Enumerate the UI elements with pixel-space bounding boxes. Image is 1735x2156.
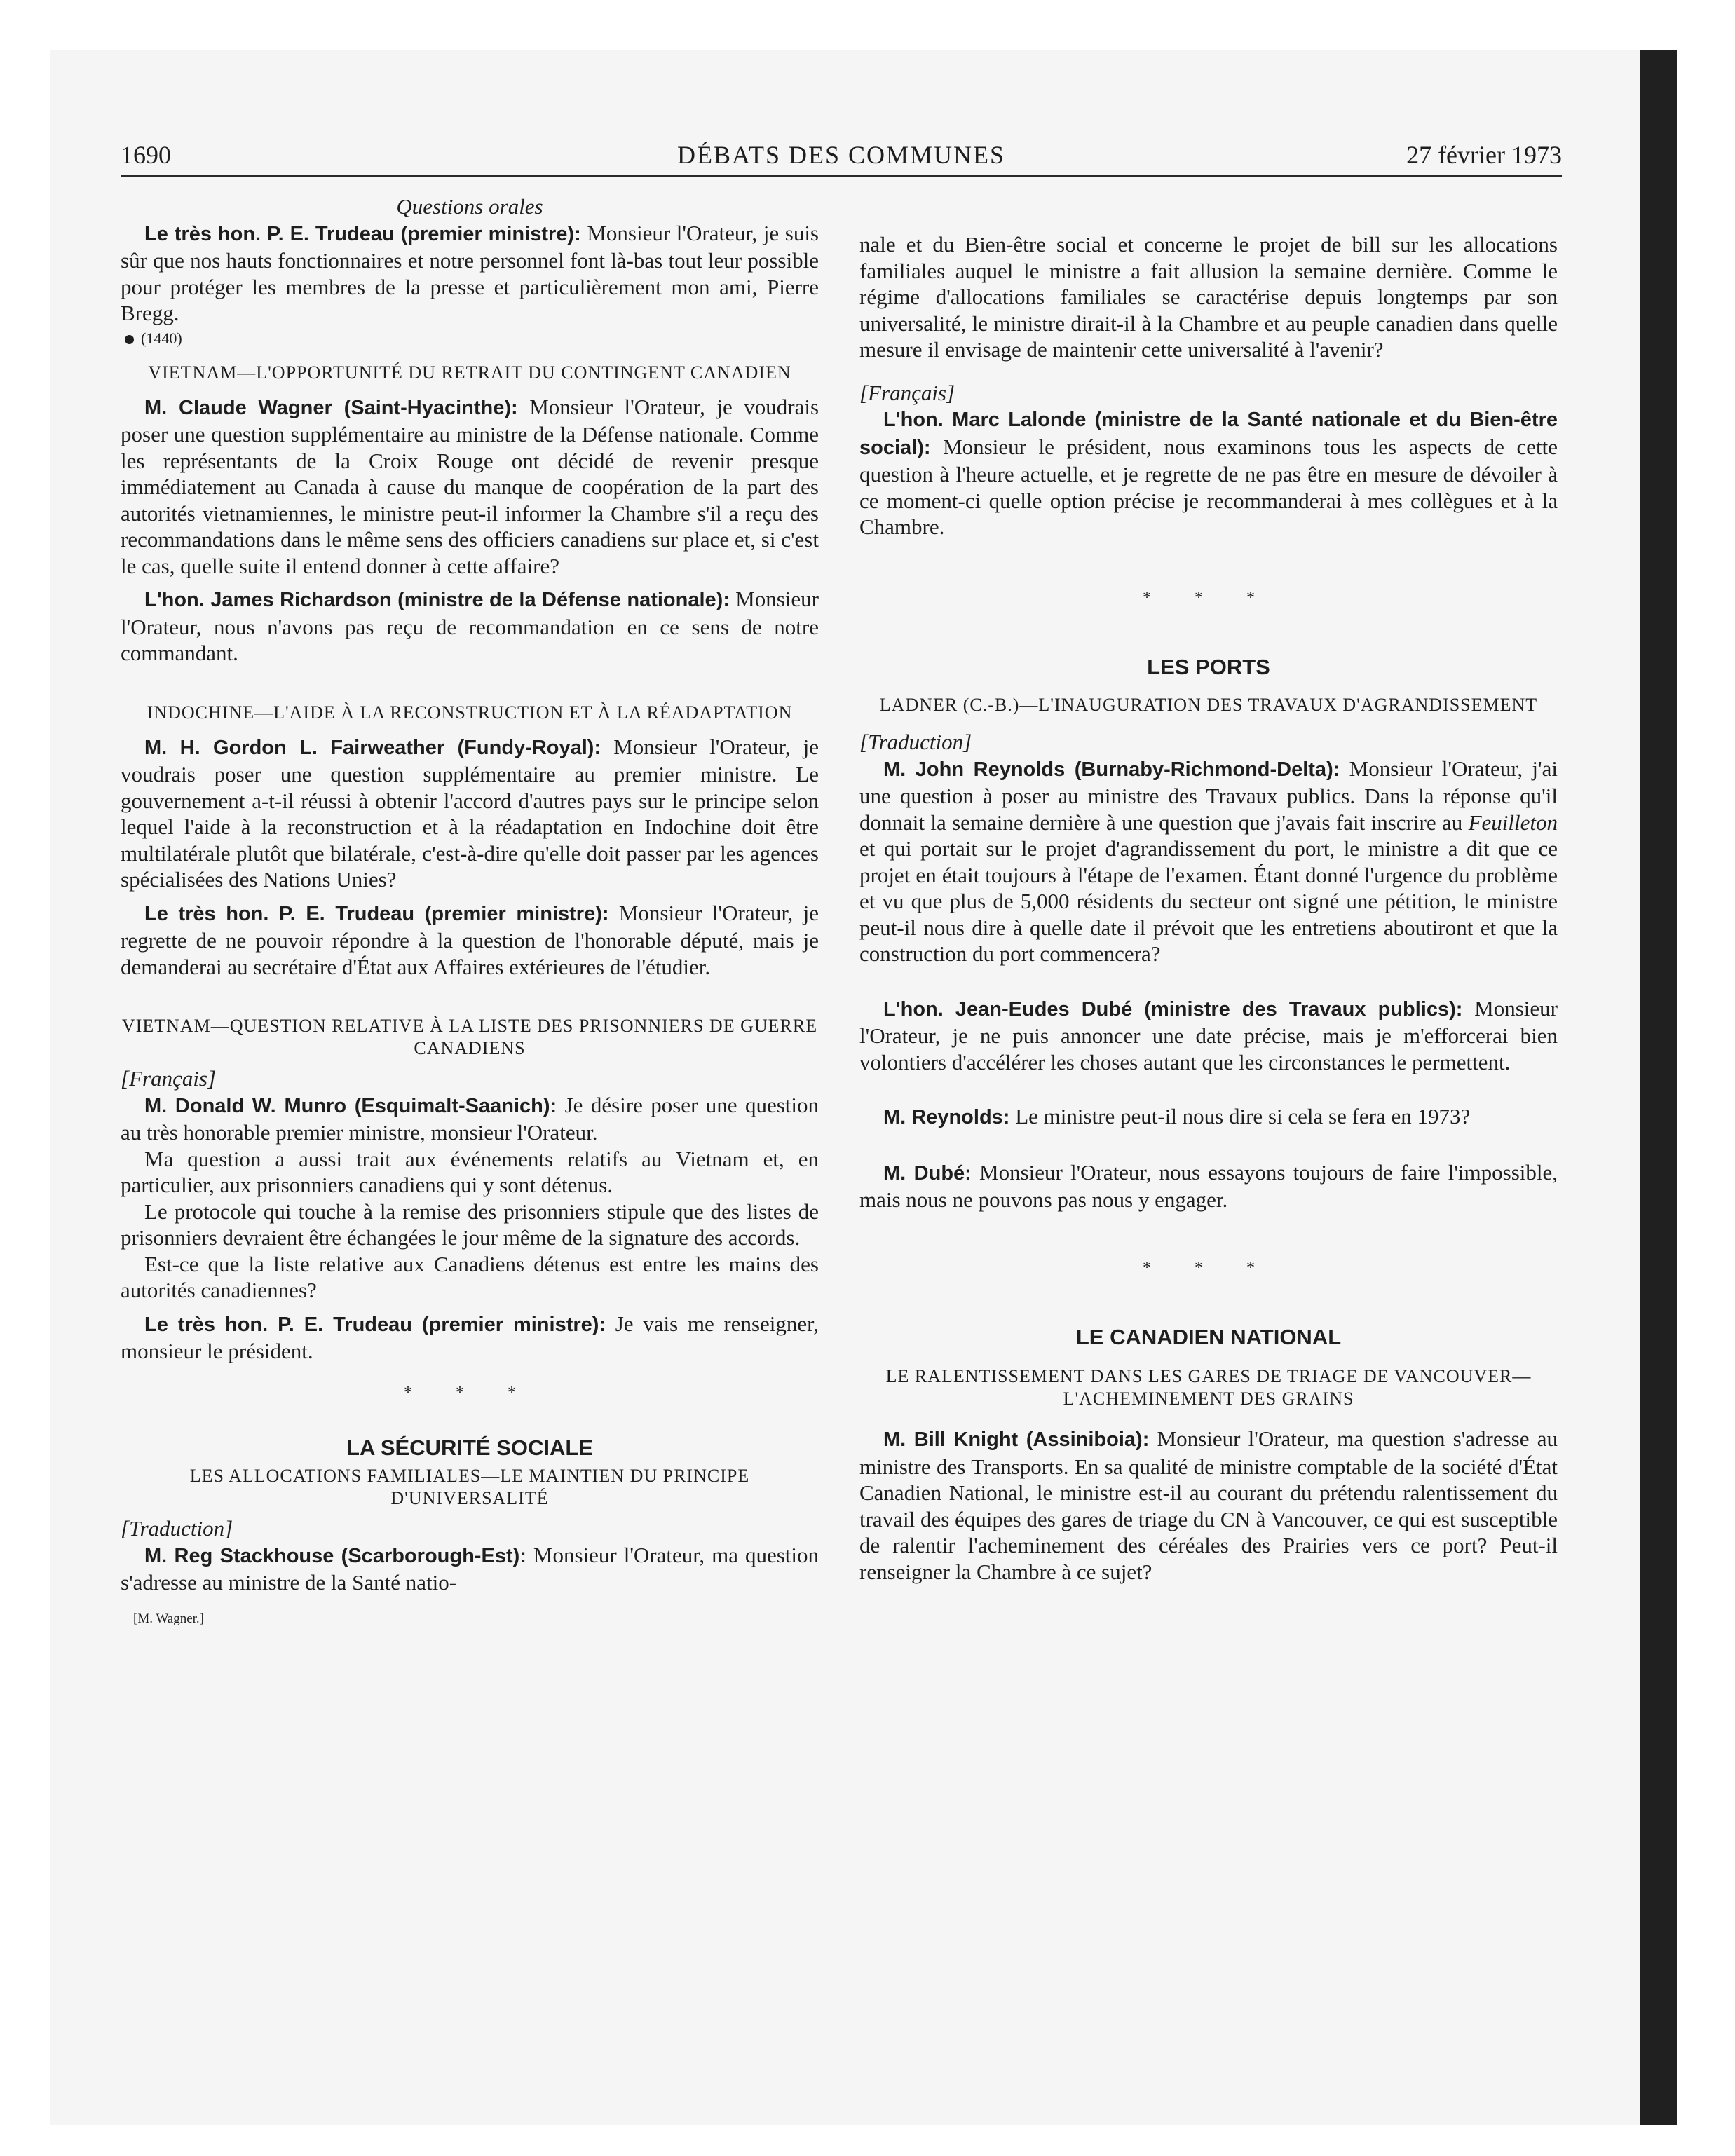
speech-text: Monsieur l'Orateur, je suis sûr que nos hauts fonctionnaires et notre personnel font là-bas tout leur possible pour protéger les membres de la presse et particulièrement mon ami, Pierre Bregg.: [121, 220, 819, 325]
paragraph: nale et du Bien-être social et concerne le projet de bill sur les allocations familiales auquel le ministre a fait allusion la semaine dernière. Comme le régime d'allocations familiales se caractérise depuis longtemps par son universalité, le ministre dirait-il à la Chambre et au peuple canadien dans quelle mesure il envisage de maintenir cette universalité à l'avenir?: [859, 232, 1558, 362]
speech-text: Monsieur l'Orateur, nous n'avons pas reçu de recommandation en ce sens de notre commandant.: [121, 587, 819, 665]
speech-text: Monsieur l'Orateur, je voudrais poser une question supplémentaire au premier ministre. Le gouvernement a-t-il réussi à obtenir l'accord d'autres pays sur le principe selon lequel l'aide à la reconstruction et à la réadaptation en Indochine doit être multilatérale plutôt que bilatérale, c'est-à-dire qu'elle doit passer par les agences spécialisées des Nations Unies?: [121, 734, 819, 892]
speech-text: Je vais me renseigner, monsieur le président.: [121, 1311, 819, 1363]
speaker: M. Bill Knight (Assiniboia):: [883, 1428, 1150, 1451]
speech-text: Monsieur l'Orateur, j'ai une question à poser au ministre des Travaux publics. Dans la réponse qu'il donnait la semaine dernière à une question que j'avais fait inscrire au: [859, 756, 1558, 835]
speaker: M. Claude Wagner (Saint-Hyacinthe):: [144, 396, 518, 419]
paragraph: [121, 1542, 819, 1596]
subheading: LADNER (C.-B.)—L'INAUGURATION DES TRAVAUX D'AGRANDISSEMENT: [879, 695, 1538, 715]
paragraph: [859, 995, 1558, 1076]
speech-text: Monsieur l'Orateur, ma question s'adresse au ministre des Transports. En sa qualité de ministre comptable de la société d'État Canadien National, le ministre est-il au courant du prétendu ralentissement du travail des équipes des gares de triage du CN à Vancouver, ce qui est susceptible de ralentir l'acheminement des céréales des Prairies vers ce port? Peut-il renseigner la Chambre à ce sujet?: [859, 1426, 1558, 1584]
footer-reference: [M. Wagner.]: [133, 1611, 205, 1626]
page-header: [121, 139, 1562, 177]
subheading: LE RALENTISSEMENT DANS LES GARES DE TRIAGE DE VANCOUVER—L'ACHEMINEMENT DES GRAINS: [885, 1366, 1532, 1409]
speaker: L'hon. Jean-Eudes Dubé (ministre des Travaux publics):: [883, 997, 1463, 1021]
publication-title: DÉBATS DES COMMUNES: [676, 141, 1006, 169]
paragraph: [859, 756, 1558, 967]
paragraph: [859, 1103, 1558, 1131]
speech-text: Le ministre peut-il nous dire si cela se fera en 1973?: [1009, 1104, 1471, 1128]
right-column: [859, 231, 1558, 1585]
subheading: VIETNAM—QUESTION RELATIVE À LA LISTE DES PRISONNIERS DE GUERRE CANADIENS: [121, 1016, 818, 1058]
speech-text: Monsieur l'Orateur, ma question s'adresse au ministre de la Santé natio-: [121, 1542, 819, 1595]
speech-text: Monsieur l'Orateur, je voudrais poser une question supplémentaire au ministre de la Défense nationale. Comme les représentants de la Croix Rouge ont décidé de revenir presque immédiatement au Canada à cause du manque de coopération de la part des autorités vietnamiennes, le ministre peut-il informer la Chambre s'il a reçu des recommandations dans le même sens des officiers canadiens sur place et, si c'est le cas, quelle suite il entend donner à cette affaire?: [121, 394, 819, 578]
speaker: L'hon. Marc Lalonde (ministre de la Santé nationale et du Bien-être social):: [859, 409, 1558, 459]
main-heading: LA SÉCURITÉ SOCIALE: [346, 1435, 593, 1460]
page-date: 27 février 1973: [1406, 141, 1562, 169]
section-title: Questions orales: [396, 194, 543, 219]
time-marker: [125, 327, 819, 350]
language-note: [Français]: [121, 1066, 217, 1091]
speaker: M. Reg Stackhouse (Scarborough-Est):: [144, 1544, 526, 1567]
bullet-icon: [125, 335, 134, 344]
time-marker-text: (1440): [141, 329, 182, 347]
speech-text: Je désire poser une question au très honorable premier ministre, monsieur l'Orateur.: [121, 1092, 819, 1145]
paragraph: [121, 394, 819, 580]
section-separator: * * *: [404, 1383, 536, 1402]
language-note: [Traduction]: [859, 730, 972, 754]
paragraph: [121, 1311, 819, 1365]
speaker: M. Dubé:: [883, 1161, 972, 1185]
main-heading: LE CANADIEN NATIONAL: [1075, 1325, 1342, 1349]
italic-term: Feuilleton: [1468, 810, 1558, 835]
speaker: L'hon. James Richardson (ministre de la Défense nationale):: [144, 589, 730, 611]
speech-text: Monsieur l'Orateur, je regrette de ne pouvoir répondre à la question de l'honorable député, mais je demanderai au secrétaire d'État aux Affaires extérieures de l'étudier.: [121, 900, 819, 979]
speaker: M. Reynolds:: [883, 1106, 1010, 1128]
speaker: M. H. Gordon L. Fairweather (Fundy-Royal):: [144, 736, 601, 759]
paragraph: [859, 1426, 1558, 1585]
speaker: Le très hon. P. E. Trudeau (premier ministre):: [144, 1313, 606, 1336]
left-column: [121, 193, 819, 1632]
speech-text: Monsieur l'Orateur, nous essayons toujours de faire l'impossible, mais nous ne pouvons pas nous y engager.: [859, 1159, 1558, 1212]
paragraph: [121, 1092, 819, 1146]
section-separator: * * *: [1143, 1258, 1274, 1277]
main-heading: LES PORTS: [1147, 655, 1270, 679]
speaker: M. Donald W. Munro (Esquimalt-Saanich):: [144, 1094, 557, 1117]
paragraph: [859, 406, 1558, 540]
paragraph: [121, 586, 819, 667]
paragraph: [121, 900, 819, 981]
paragraph: [121, 220, 819, 327]
subheading: LES ALLOCATIONS FAMILIALES—LE MAINTIEN DU PRINCIPE D'UNIVERSALITÉ: [189, 1466, 750, 1508]
speaker: Le très hon. P. E. Trudeau (premier ministre):: [144, 902, 609, 925]
page-number: 1690: [121, 141, 171, 169]
paragraph: Le protocole qui touche à la remise des prisonniers stipule que des listes de prisonniers devraient être échangées le jour même de la signature des accords.: [121, 1199, 819, 1250]
section-separator: * * *: [1143, 588, 1274, 607]
language-note: [Traduction]: [121, 1516, 233, 1541]
paragraph: [121, 734, 819, 893]
speaker: Le très hon. P. E. Trudeau (premier ministre):: [144, 222, 581, 245]
speech-text: et qui portait sur le projet d'agrandissement du port, le ministre a dit que ce projet en était toujours à l'étape de l'examen. Étant donné l'urgence du problème et vu que plus de 5,000 résidents du secteur ont signé une pétition, le ministre peut-il nous dire à quelle date il prévoit que les entretiens aboutiront et que la construction du port commencera?: [859, 836, 1558, 966]
paragraph: Est-ce que la liste relative aux Canadiens détenus est entre les mains des autorités canadiennes?: [121, 1251, 819, 1302]
paragraph: Ma question a aussi trait aux événements relatifs au Vietnam et, en particulier, aux prisonniers canadiens qui y sont détenus.: [121, 1146, 819, 1197]
speech-text: Monsieur l'Orateur, je ne puis annoncer une date précise, mais je m'efforcerai bien volontiers d'accélérer les choses autant que les circonstances le permettent.: [859, 995, 1558, 1074]
language-note: [Français]: [859, 380, 955, 405]
paragraph: [859, 1159, 1558, 1213]
subheading: VIETNAM—L'OPPORTUNITÉ DU RETRAIT DU CONTINGENT CANADIEN: [148, 362, 791, 383]
speaker: M. John Reynolds (Burnaby-Richmond-Delta):: [883, 758, 1340, 781]
scan-edge-shadow: [1640, 50, 1677, 2125]
speech-text: Monsieur le président, nous examinons tous les aspects de cette question à l'heure actuelle, et je regrette de ne pas être en mesure de dévoiler à ce moment-ci quelle option précise je recommanderai à mes collègues et à la Chambre.: [859, 434, 1558, 539]
subheading: INDOCHINE—L'AIDE À LA RECONSTRUCTION ET À LA RÉADAPTATION: [147, 702, 793, 723]
